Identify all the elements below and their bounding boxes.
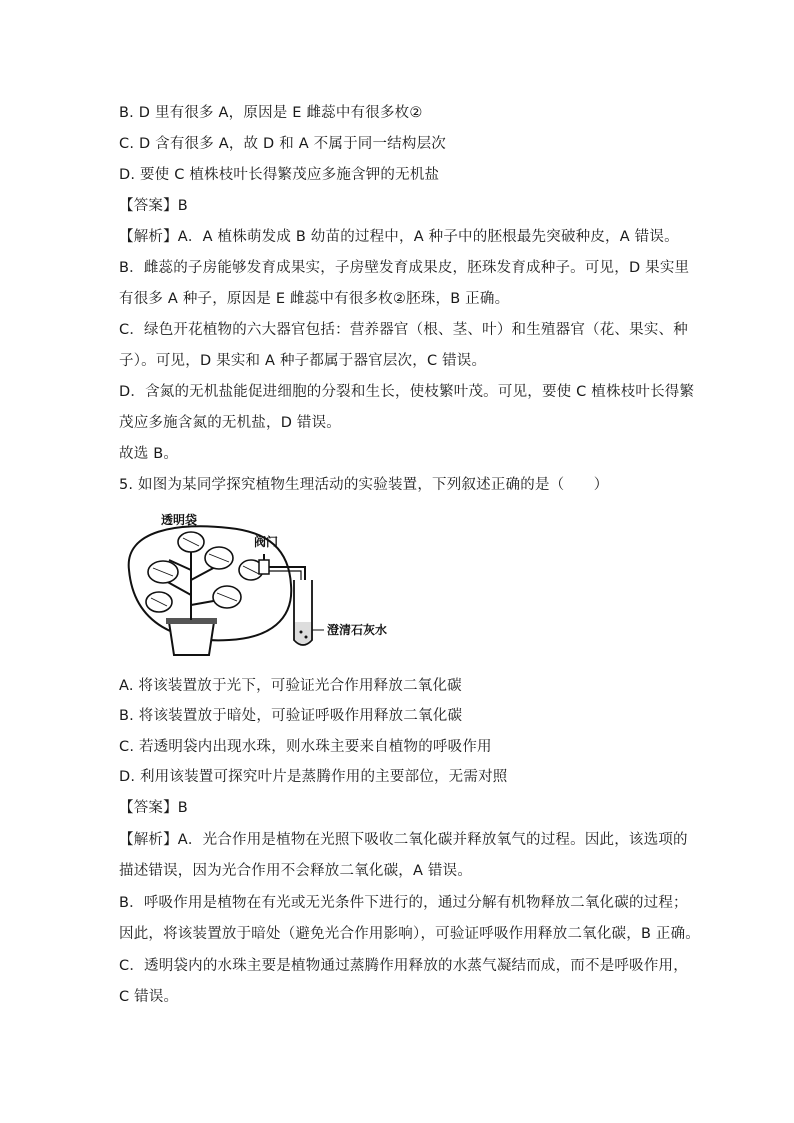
flower-pot [169,622,214,655]
analysis-line: 因此，将该装置放于暗处（避免光合作用影响），可验证呼吸作用释放二氧化碳，B 正确。 [119,926,701,942]
analysis-line: 子）。可见，D 果实和 A 种子都属于器官层次，C 错误。 [119,353,487,369]
analysis-line: 描述错误，因为光合作用不会释放二氧化碳，A 错误。 [119,863,473,879]
experiment-apparatus-figure [119,510,419,660]
option-a: A. 将该装置放于光下，可验证光合作用释放二氧化碳 [119,678,462,694]
question-5-stem: 5. 如图为某同学探究植物生理活动的实验装置，下列叙述正确的是（ ） [119,477,609,493]
analysis-line: C．透明袋内的水珠主要是植物通过蒸腾作用释放的水蒸气凝结而成，而不是呼吸作用， [119,958,688,974]
answer-line: 【答案】B [119,198,188,214]
option-d: D. 利用该装置可探究叶片是蒸腾作用的主要部位，无需对照 [119,769,508,785]
analysis-line: 【解析】A．光合作用是植物在光照下吸收二氧化碳并释放氧气的过程。因此，该选项的 [119,832,688,848]
analysis-line: D．含氮的无机盐能促进细胞的分裂和生长，使枝繁叶茂。可见，要使 C 植株枝叶长得繁 [119,384,695,400]
option-d-line: D. 要使 C 植株枝叶长得繁茂应多施含钾的无机盐 [119,167,440,183]
label-valve: 阀门 [254,535,279,549]
valve [259,560,269,574]
option-b-line: B. D 里有很多 A，原因是 E 雌蕊中有很多枚② [119,105,423,121]
label-limewater: 澄清石灰水 [327,623,388,637]
analysis-line: C 错误。 [119,989,179,1005]
option-c-line: C. D 含有很多 A，故 D 和 A 不属于同一结构层次 [119,136,446,152]
answer-line: 【答案】B [119,800,188,816]
analysis-line: 有很多 A 种子，原因是 E 雌蕊中有很多枚②胚珠，B 正确。 [119,291,510,307]
label-transparent-bag: 透明袋 [161,513,198,527]
conclusion-line: 故选 B。 [119,446,179,462]
analysis-line: 【解析】A．A 植株萌发成 B 幼苗的过程中，A 种子中的胚根最先突破种皮，A 错误。 [119,229,679,245]
analysis-line: 茂应多施含氮的无机盐，D 错误。 [119,415,341,431]
analysis-line: B．呼吸作用是植物在有光或无光条件下进行的，通过分解有机物释放二氧化碳的过程； [119,895,688,911]
option-c: C. 若透明袋内出现水珠，则水珠主要来自植物的呼吸作用 [119,739,492,755]
analysis-line: C．绿色开花植物的六大器官包括：营养器官（根、茎、叶）和生殖器官（花、果实、种 [119,322,688,338]
analysis-line: B．雌蕊的子房能够发育成果实，子房壁发育成果皮，胚珠发育成种子。可见，D 果实里 [119,260,690,276]
option-b: B. 将该装置放于暗处，可验证呼吸作用释放二氧化碳 [119,708,463,724]
